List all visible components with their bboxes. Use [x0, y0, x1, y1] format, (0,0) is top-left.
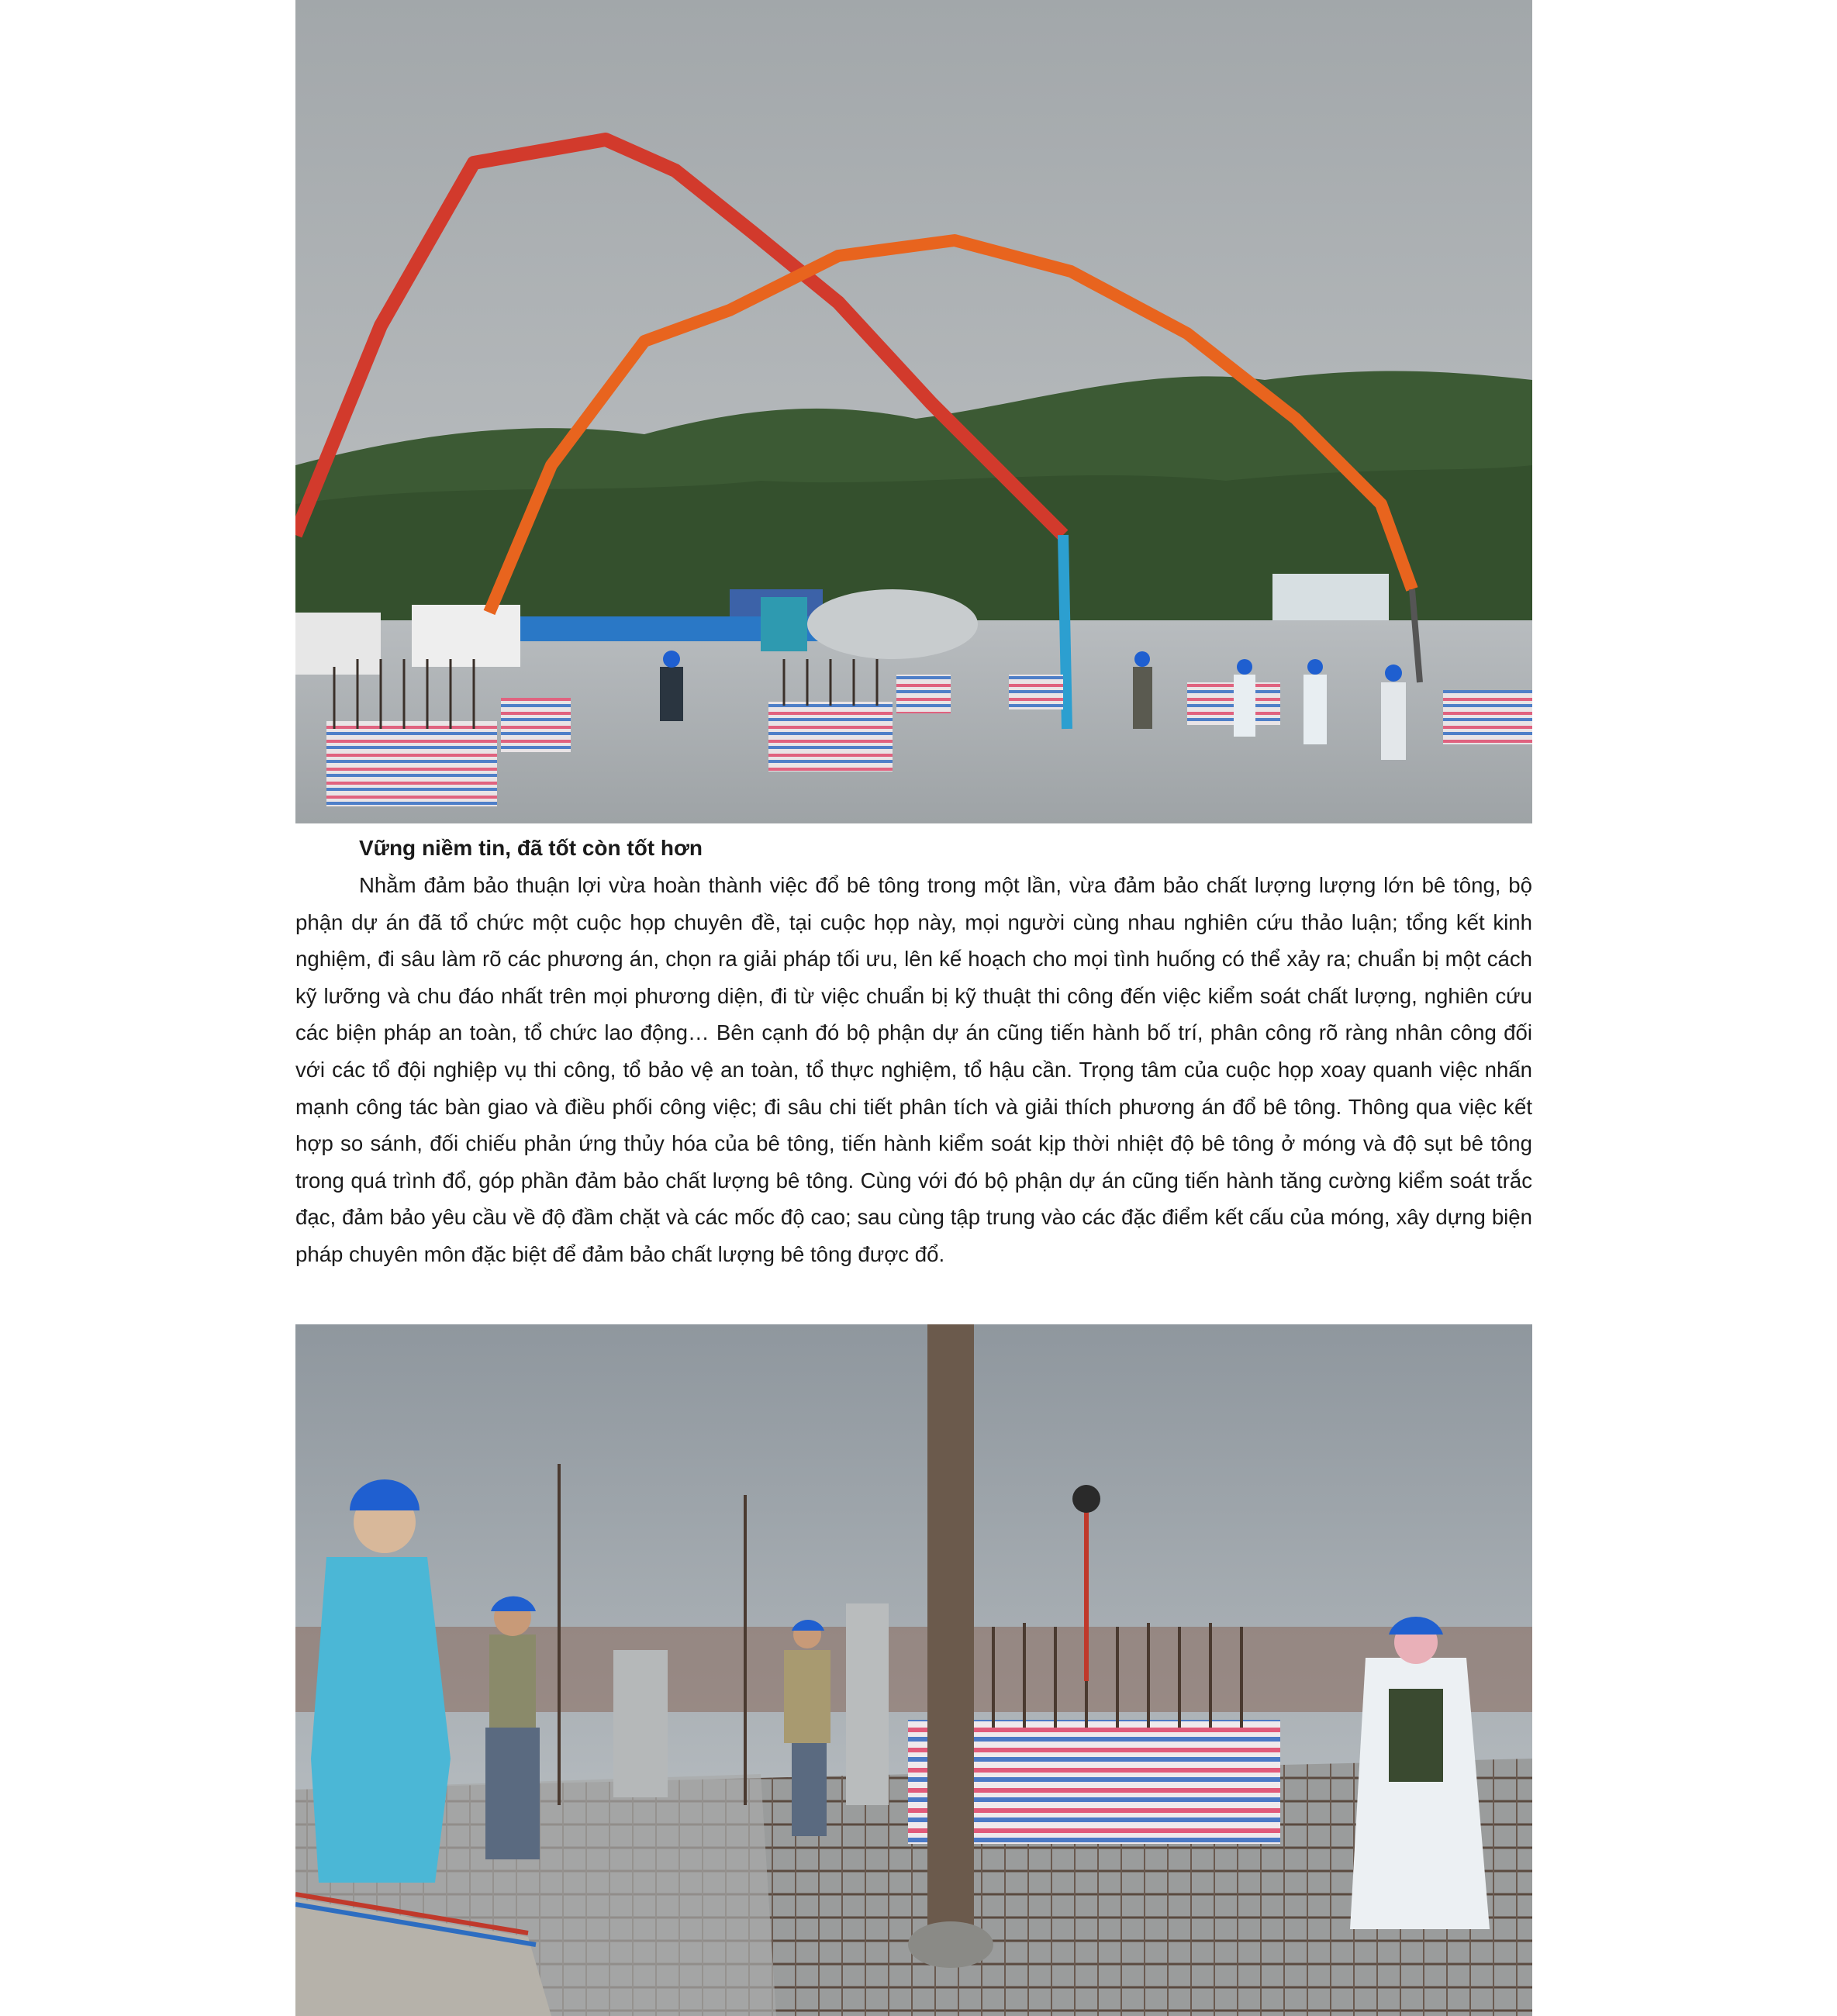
photo-concrete-pouring-workers — [295, 1324, 1532, 2016]
article-body: Nhằm đảm bảo thuận lợi vừa hoàn thành việc đổ bê tông trong một lần, vừa đảm bảo chất lượng lượng lớn bê tông, bộ phận dự án đã tổ chức một cuộc họp chuyên đề, tại cuộc họp này, mọi người cùng nhau nghiên cứu thảo luận; tổng kết kinh nghiệm, đi sâu làm rõ các phương án, chọn ra giải pháp tối ưu, lên kế hoạch cho mọi tình huống có thể xảy ra; chuẩn bị một cách kỹ lưỡng và chu đáo nhất trên mọi phương diện, đi từ việc chuẩn bị kỹ thuật thi công đến việc kiểm soát chất lượng, nghiên cứu các biện pháp an toàn, tổ chức lao động… Bên cạnh đó bộ phận dự án cũng tiến hành bố trí, phân công rõ ràng nhân công đối với các tổ đội nghiệp vụ thi công, tổ bảo vệ an toàn, tổ thực nghiệm, tổ hậu cần. Trọng tâm của cuộc họp xoay quanh việc nhấn mạnh công tác bàn giao và điều phối công việc; đi sâu chi tiết phân tích và giải thích phương án đổ bê tông. Thông qua việc kết hợp so sánh, đối chiếu phản ứng thủy hóa của bê tông, tiến hành kiểm soát kịp thời nhiệt độ bê tông ở móng và độ sụt bê tông trong quá trình đổ, góp phần đảm bảo chất lượng bê tông. Cùng với đó bộ phận dự án cũng tiến hành tăng cường kiểm soát trắc đạc, đảm bảo yêu cầu về độ đầm chặt và các mốc độ cao; sau cùng tập trung vào các đặc điểm kết cấu của móng, xây dựng biện pháp chuyên môn đặc biệt để đảm bảo chất lượng bê tông được đổ. — [295, 873, 1532, 1266]
pump-truck-left — [295, 613, 381, 675]
worker-with-hose — [485, 1597, 540, 1859]
rebar-column-wrap — [326, 721, 497, 806]
article — [295, 830, 1532, 1273]
hard-hat-icon — [663, 651, 680, 668]
article-heading: Vững niềm tin, đã tốt còn tốt hơn — [359, 836, 703, 860]
red-boom-hose — [1063, 535, 1067, 729]
pump-hose — [927, 1324, 974, 1929]
rebar-column-wrap — [768, 702, 893, 772]
photo-bottom-illustration — [295, 1324, 1532, 2016]
photo-top-illustration — [295, 0, 1532, 823]
photo-concrete-pump-booms — [295, 0, 1532, 823]
pump-truck-center — [412, 605, 520, 667]
mixer-truck-drum — [807, 589, 978, 659]
site-office-building — [1272, 574, 1389, 620]
floodlight-icon — [1072, 1485, 1100, 1513]
